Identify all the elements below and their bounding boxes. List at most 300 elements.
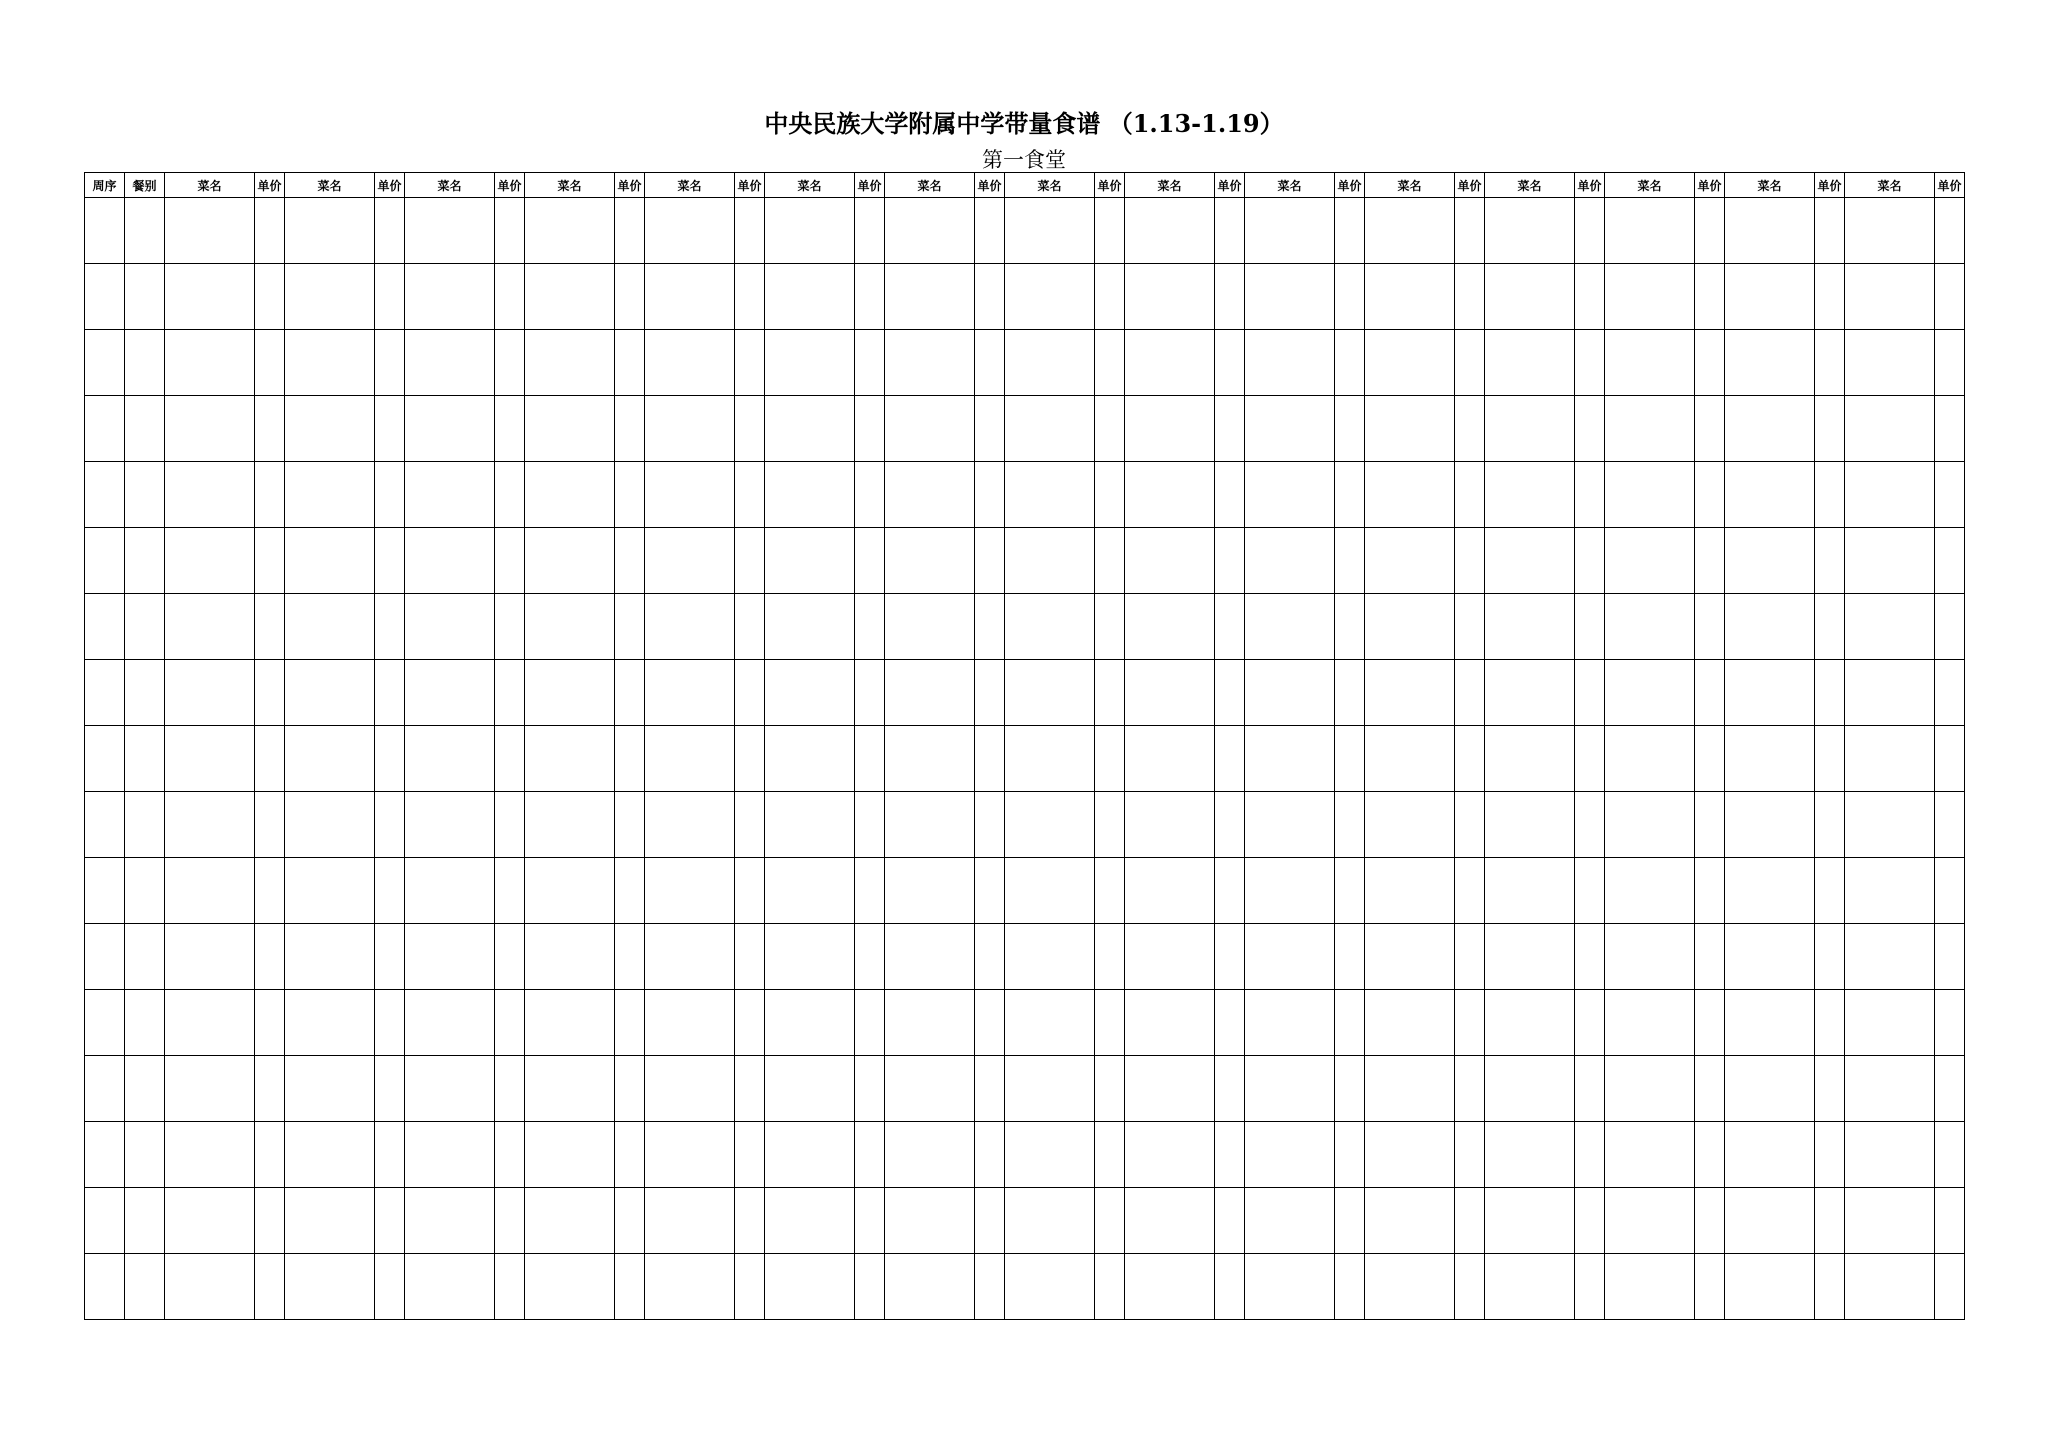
menu-cell xyxy=(615,660,645,726)
menu-cell xyxy=(1725,264,1815,330)
menu-cell xyxy=(615,264,645,330)
menu-cell xyxy=(525,990,615,1056)
header-price: 单价 xyxy=(1095,173,1125,198)
menu-cell xyxy=(1245,990,1335,1056)
menu-cell xyxy=(495,1056,525,1122)
menu-cell xyxy=(1215,1122,1245,1188)
menu-cell xyxy=(735,1188,765,1254)
header-price: 单价 xyxy=(1695,173,1725,198)
menu-cell xyxy=(1575,330,1605,396)
menu-cell xyxy=(645,264,735,330)
menu-cell xyxy=(1335,198,1365,264)
menu-cell xyxy=(525,660,615,726)
menu-cell xyxy=(1695,594,1725,660)
menu-cell xyxy=(855,594,885,660)
menu-cell xyxy=(255,198,285,264)
menu-cell xyxy=(855,792,885,858)
menu-cell xyxy=(375,1188,405,1254)
menu-cell xyxy=(85,264,125,330)
header-price: 单价 xyxy=(735,173,765,198)
menu-cell xyxy=(1815,198,1845,264)
menu-cell xyxy=(125,1056,165,1122)
menu-cell xyxy=(1815,660,1845,726)
menu-cell xyxy=(615,330,645,396)
menu-cell xyxy=(765,1122,855,1188)
header-dish: 菜名 xyxy=(885,173,975,198)
menu-cell xyxy=(375,990,405,1056)
menu-cell xyxy=(1725,924,1815,990)
menu-cell xyxy=(735,858,765,924)
menu-cell xyxy=(255,792,285,858)
menu-cell xyxy=(1455,660,1485,726)
menu-cell xyxy=(1725,396,1815,462)
menu-cell xyxy=(495,1122,525,1188)
menu-cell xyxy=(645,924,735,990)
menu-cell xyxy=(405,726,495,792)
menu-cell xyxy=(1245,462,1335,528)
menu-cell xyxy=(1365,1122,1455,1188)
header-row xyxy=(85,173,1965,198)
menu-cell xyxy=(1095,1056,1125,1122)
menu-cell xyxy=(1815,726,1845,792)
menu-cell xyxy=(1815,924,1845,990)
menu-row xyxy=(85,726,1965,792)
menu-cell xyxy=(1605,1056,1695,1122)
menu-cell xyxy=(1815,858,1845,924)
menu-cell xyxy=(1215,726,1245,792)
menu-cell xyxy=(1335,1122,1365,1188)
menu-cell xyxy=(495,1188,525,1254)
menu-cell xyxy=(765,462,855,528)
menu-cell xyxy=(885,792,975,858)
menu-cell xyxy=(645,528,735,594)
menu-cell xyxy=(1245,528,1335,594)
menu-cell xyxy=(255,594,285,660)
menu-cell xyxy=(1845,330,1935,396)
menu-cell xyxy=(1605,924,1695,990)
header-price: 单价 xyxy=(255,173,285,198)
menu-cell xyxy=(1605,264,1695,330)
menu-cell xyxy=(495,1254,525,1320)
menu-cell xyxy=(285,1122,375,1188)
menu-cell xyxy=(1485,1254,1575,1320)
menu-cell xyxy=(1335,1056,1365,1122)
menu-cell xyxy=(165,396,255,462)
menu-cell xyxy=(975,594,1005,660)
menu-cell xyxy=(1125,528,1215,594)
menu-cell xyxy=(645,462,735,528)
menu-cell xyxy=(1365,858,1455,924)
menu-cell xyxy=(1125,462,1215,528)
menu-cell xyxy=(975,330,1005,396)
menu-cell xyxy=(85,594,125,660)
menu-cell xyxy=(1455,1056,1485,1122)
menu-cell xyxy=(1695,858,1725,924)
menu-cell xyxy=(1125,264,1215,330)
menu-cell xyxy=(1845,924,1935,990)
menu-cell xyxy=(495,396,525,462)
menu-cell xyxy=(1335,1254,1365,1320)
menu-cell xyxy=(1575,1056,1605,1122)
header-dish: 菜名 xyxy=(1605,173,1695,198)
menu-cell xyxy=(1725,462,1815,528)
menu-cell xyxy=(1815,594,1845,660)
menu-cell xyxy=(1605,792,1695,858)
menu-cell xyxy=(645,330,735,396)
header-price: 单价 xyxy=(1455,173,1485,198)
menu-cell xyxy=(645,726,735,792)
menu-cell xyxy=(1245,792,1335,858)
menu-cell xyxy=(735,462,765,528)
menu-cell xyxy=(1125,1122,1215,1188)
menu-cell xyxy=(1485,528,1575,594)
menu-cell xyxy=(255,990,285,1056)
menu-cell xyxy=(855,330,885,396)
menu-cell xyxy=(1725,1056,1815,1122)
menu-cell xyxy=(735,1056,765,1122)
menu-cell xyxy=(1245,858,1335,924)
menu-cell xyxy=(1455,924,1485,990)
menu-cell xyxy=(1215,924,1245,990)
menu-cell xyxy=(1335,792,1365,858)
menu-row xyxy=(85,660,1965,726)
menu-cell xyxy=(1935,1254,1965,1320)
menu-cell xyxy=(765,1056,855,1122)
menu-cell xyxy=(1695,396,1725,462)
menu-cell xyxy=(125,330,165,396)
menu-cell xyxy=(1605,858,1695,924)
menu-cell xyxy=(1455,726,1485,792)
menu-cell xyxy=(1815,1188,1845,1254)
menu-cell xyxy=(735,990,765,1056)
header-price: 单价 xyxy=(1935,173,1965,198)
menu-cell xyxy=(405,264,495,330)
menu-cell xyxy=(1365,198,1455,264)
header-dish: 菜名 xyxy=(405,173,495,198)
menu-cell xyxy=(125,594,165,660)
menu-cell xyxy=(285,990,375,1056)
menu-cell xyxy=(1935,1188,1965,1254)
header-price: 单价 xyxy=(375,173,405,198)
menu-cell xyxy=(285,594,375,660)
menu-cell xyxy=(1935,1122,1965,1188)
menu-cell xyxy=(285,924,375,990)
menu-cell xyxy=(255,1122,285,1188)
menu-cell xyxy=(885,924,975,990)
menu-cell xyxy=(1245,726,1335,792)
menu-cell xyxy=(1245,1188,1335,1254)
menu-cell xyxy=(405,198,495,264)
menu-cell xyxy=(1335,462,1365,528)
menu-cell xyxy=(1485,1122,1575,1188)
menu-cell xyxy=(85,858,125,924)
menu-cell xyxy=(885,1188,975,1254)
header-price: 单价 xyxy=(1215,173,1245,198)
menu-cell xyxy=(285,396,375,462)
menu-cell xyxy=(885,264,975,330)
menu-cell xyxy=(735,660,765,726)
menu-cell xyxy=(975,396,1005,462)
menu-cell xyxy=(1935,1056,1965,1122)
menu-cell xyxy=(125,726,165,792)
header-meal: 餐别 xyxy=(125,173,165,198)
menu-cell xyxy=(855,1122,885,1188)
menu-cell xyxy=(1695,330,1725,396)
menu-cell xyxy=(1845,528,1935,594)
menu-cell xyxy=(285,792,375,858)
menu-cell xyxy=(405,660,495,726)
menu-cell xyxy=(255,330,285,396)
menu-cell xyxy=(855,990,885,1056)
header-price: 单价 xyxy=(1815,173,1845,198)
menu-cell xyxy=(855,1188,885,1254)
menu-cell xyxy=(765,858,855,924)
menu-cell xyxy=(1575,594,1605,660)
menu-cell xyxy=(405,330,495,396)
menu-cell xyxy=(525,1254,615,1320)
header-dish: 菜名 xyxy=(1485,173,1575,198)
menu-cell xyxy=(525,858,615,924)
menu-cell xyxy=(1845,1122,1935,1188)
menu-cell xyxy=(1845,1056,1935,1122)
menu-cell xyxy=(855,462,885,528)
menu-row xyxy=(85,330,1965,396)
menu-cell xyxy=(1005,198,1095,264)
menu-cell xyxy=(525,1056,615,1122)
header-price: 单价 xyxy=(1575,173,1605,198)
menu-cell xyxy=(1005,1254,1095,1320)
header-dish: 菜名 xyxy=(1365,173,1455,198)
menu-cell xyxy=(285,528,375,594)
menu-cell xyxy=(1845,858,1935,924)
menu-cell xyxy=(1845,594,1935,660)
menu-cell xyxy=(1485,858,1575,924)
menu-cell xyxy=(1335,1188,1365,1254)
menu-cell xyxy=(1935,792,1965,858)
menu-cell xyxy=(1575,1188,1605,1254)
menu-row xyxy=(85,990,1965,1056)
menu-cell xyxy=(1335,990,1365,1056)
menu-cell xyxy=(255,924,285,990)
menu-cell xyxy=(765,792,855,858)
menu-row xyxy=(85,924,1965,990)
menu-cell xyxy=(1935,396,1965,462)
menu-cell xyxy=(85,1188,125,1254)
menu-cell xyxy=(1095,660,1125,726)
menu-cell xyxy=(255,660,285,726)
menu-cell xyxy=(1695,660,1725,726)
menu-cell xyxy=(1815,792,1845,858)
menu-cell xyxy=(165,1056,255,1122)
menu-cell xyxy=(165,1254,255,1320)
menu-cell xyxy=(885,594,975,660)
menu-cell xyxy=(1215,660,1245,726)
menu-cell xyxy=(85,726,125,792)
menu-cell xyxy=(735,594,765,660)
menu-cell xyxy=(765,396,855,462)
menu-cell xyxy=(1335,660,1365,726)
menu-cell xyxy=(1935,858,1965,924)
menu-cell xyxy=(1695,1254,1725,1320)
menu-cell xyxy=(1575,924,1605,990)
menu-cell xyxy=(525,726,615,792)
menu-row xyxy=(85,396,1965,462)
menu-cell xyxy=(1455,462,1485,528)
menu-cell xyxy=(1125,594,1215,660)
header-dish: 菜名 xyxy=(525,173,615,198)
menu-cell xyxy=(1095,792,1125,858)
menu-cell xyxy=(1455,1188,1485,1254)
menu-cell xyxy=(645,1056,735,1122)
menu-cell xyxy=(375,1254,405,1320)
menu-cell xyxy=(125,990,165,1056)
menu-cell xyxy=(1815,264,1845,330)
menu-cell xyxy=(285,1188,375,1254)
menu-cell xyxy=(885,396,975,462)
menu-cell xyxy=(1695,462,1725,528)
menu-cell xyxy=(1365,396,1455,462)
menu-cell xyxy=(765,264,855,330)
menu-cell xyxy=(405,1188,495,1254)
menu-cell xyxy=(405,528,495,594)
header-dish: 菜名 xyxy=(765,173,855,198)
menu-cell xyxy=(1455,858,1485,924)
menu-cell xyxy=(1365,1254,1455,1320)
menu-cell xyxy=(855,726,885,792)
menu-cell xyxy=(1575,1254,1605,1320)
menu-cell xyxy=(1605,330,1695,396)
menu-cell xyxy=(1485,198,1575,264)
menu-cell xyxy=(1125,792,1215,858)
header-dish: 菜名 xyxy=(285,173,375,198)
menu-cell xyxy=(1485,330,1575,396)
menu-cell xyxy=(165,726,255,792)
menu-cell xyxy=(285,462,375,528)
menu-cell xyxy=(1455,264,1485,330)
menu-cell xyxy=(885,1254,975,1320)
menu-cell xyxy=(975,264,1005,330)
menu-cell xyxy=(1485,792,1575,858)
menu-cell xyxy=(525,330,615,396)
menu-cell xyxy=(1725,792,1815,858)
menu-cell xyxy=(1455,792,1485,858)
header-dish: 菜名 xyxy=(165,173,255,198)
header-dish: 菜名 xyxy=(1725,173,1815,198)
menu-cell xyxy=(1485,462,1575,528)
menu-cell xyxy=(525,462,615,528)
menu-cell xyxy=(735,396,765,462)
menu-cell xyxy=(1245,264,1335,330)
menu-cell xyxy=(1125,726,1215,792)
menu-cell xyxy=(165,924,255,990)
menu-cell xyxy=(1845,462,1935,528)
menu-cell xyxy=(1815,462,1845,528)
menu-cell xyxy=(495,462,525,528)
menu-cell xyxy=(1095,198,1125,264)
menu-cell xyxy=(1725,1188,1815,1254)
menu-table xyxy=(84,172,1965,1320)
menu-cell xyxy=(1695,264,1725,330)
menu-cell xyxy=(1095,264,1125,330)
menu-row xyxy=(85,198,1965,264)
menu-cell xyxy=(615,198,645,264)
menu-cell xyxy=(1575,462,1605,528)
menu-cell xyxy=(645,990,735,1056)
menu-cell xyxy=(165,990,255,1056)
menu-cell xyxy=(165,660,255,726)
menu-cell xyxy=(1125,396,1215,462)
menu-cell xyxy=(1725,330,1815,396)
menu-cell xyxy=(1845,660,1935,726)
menu-cell xyxy=(1005,396,1095,462)
menu-cell xyxy=(975,198,1005,264)
menu-cell xyxy=(1245,1056,1335,1122)
menu-cell xyxy=(855,1056,885,1122)
menu-cell xyxy=(1695,792,1725,858)
menu-cell xyxy=(1935,990,1965,1056)
menu-cell xyxy=(1605,396,1695,462)
menu-cell xyxy=(1095,1254,1125,1320)
menu-cell xyxy=(1485,924,1575,990)
menu-cell xyxy=(1125,198,1215,264)
menu-cell xyxy=(1365,792,1455,858)
menu-cell xyxy=(1005,924,1095,990)
menu-cell xyxy=(525,1188,615,1254)
menu-cell xyxy=(1485,594,1575,660)
menu-cell xyxy=(125,462,165,528)
menu-cell xyxy=(85,792,125,858)
menu-cell xyxy=(1365,264,1455,330)
header-week: 周序 xyxy=(85,173,125,198)
menu-cell xyxy=(1125,924,1215,990)
menu-row xyxy=(85,462,1965,528)
menu-cell xyxy=(1095,924,1125,990)
menu-cell xyxy=(765,330,855,396)
menu-cell xyxy=(495,792,525,858)
menu-cell xyxy=(85,1254,125,1320)
menu-cell xyxy=(1485,264,1575,330)
menu-cell xyxy=(1575,990,1605,1056)
menu-cell xyxy=(615,858,645,924)
menu-cell xyxy=(1455,990,1485,1056)
menu-cell xyxy=(1935,660,1965,726)
menu-cell xyxy=(125,264,165,330)
menu-cell xyxy=(1815,1254,1845,1320)
menu-cell xyxy=(1215,330,1245,396)
menu-cell xyxy=(375,924,405,990)
menu-cell xyxy=(525,198,615,264)
menu-cell xyxy=(735,792,765,858)
menu-cell xyxy=(375,858,405,924)
menu-cell xyxy=(125,1188,165,1254)
menu-cell xyxy=(885,990,975,1056)
menu-cell xyxy=(1365,990,1455,1056)
menu-cell xyxy=(855,858,885,924)
menu-cell xyxy=(975,1122,1005,1188)
menu-cell xyxy=(1605,198,1695,264)
menu-cell xyxy=(405,858,495,924)
menu-cell xyxy=(1005,1122,1095,1188)
menu-cell xyxy=(765,990,855,1056)
menu-cell xyxy=(1335,330,1365,396)
menu-cell xyxy=(1005,858,1095,924)
menu-cell xyxy=(1605,1122,1695,1188)
menu-cell xyxy=(1125,1056,1215,1122)
menu-cell xyxy=(1815,1056,1845,1122)
menu-cell xyxy=(1725,660,1815,726)
menu-cell xyxy=(645,594,735,660)
menu-cell xyxy=(1725,198,1815,264)
